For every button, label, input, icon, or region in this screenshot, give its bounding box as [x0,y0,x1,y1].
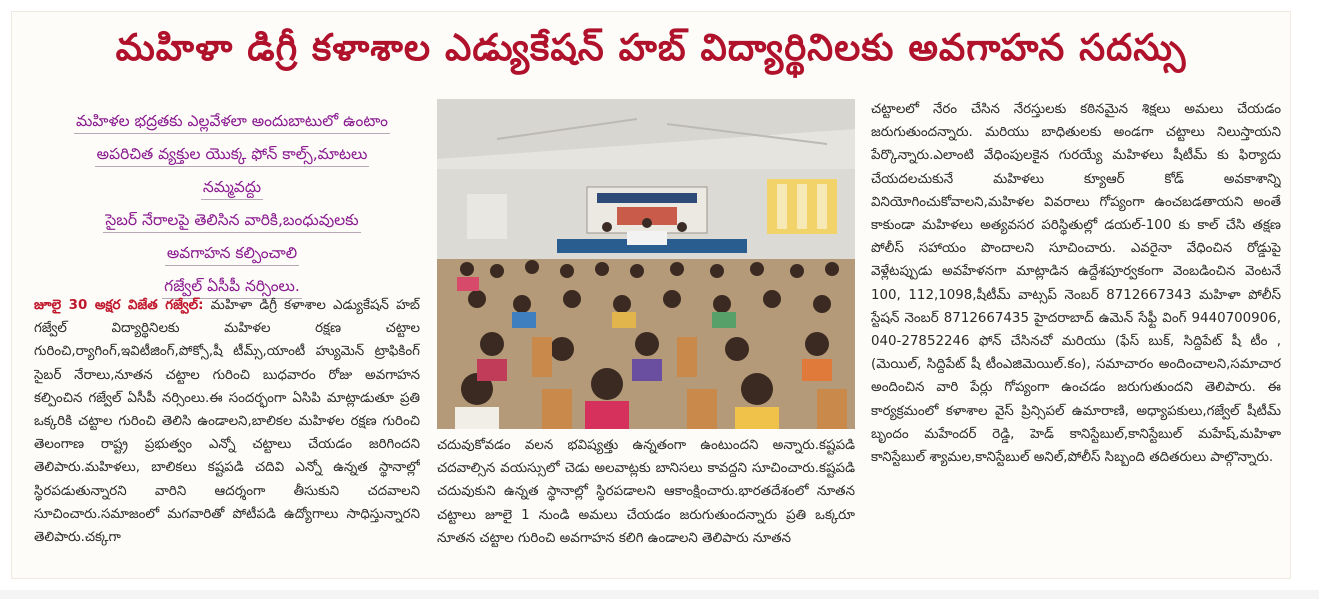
deck-line-2: అపరిచిత వ్యక్తుల యొక్క ఫోన్ కాల్స్,మాటలు [95,142,370,167]
article-column-3 [871,98,1281,576]
deck-line-1: మహిళల భద్రతకు ఎల్లవేళలా అందుబాటులో ఉంటాం [74,109,390,134]
deck-line-4: సైబర్ నేరాలపై తెలిసిన వారికి,బంధువులకు [103,208,360,233]
dateline: జూలై 30 అక్షర విజేత గజ్వేల్: [34,298,204,313]
event-photo-illustration [437,99,855,429]
column-1-text: మహిళా డిగ్రీ కళాశాల ఎడ్యుకేషన్ హబ్ గజ్వేల్ విద్యార్థినిలకు మహిళల రక్షణ చట్టాల గురించి,ర్యాగింగ్,ఇవిటీజింగ్,పోక్సో,షీ టీమ్స్,యాంటీ హ్యుమెన్ ట్రాఫికింగ్ సైబర్ నేరాలు,నూతన చట్టాల గురించి బుధవారం రోజు అవగాహన కల్పించిన గజ్వేల్ ఏసీపీ నర్సింలు.ఈ సందర్భంగా ఏసిపి మాట్లాడుతూ ప్రతి ఒక్కరికి చట్టాల గురించి తెలిసి ఉండాలని,బాలికల మహిళల రక్షణ గురించి తెలంగాణ రాష్ట్ర ప్రభుత్వం ఎన్నో చట్టాలు చేయడం జరిగిందని తెలిపారు.మహిళలు, బాలికలు కష్టపడి చదివి ఎన్నో ఉన్నత స్థానాల్లో స్థిరపడుతున్నారని వారిని ఆదర్శంగా తీసుకుని చదవాలని సూచించారు.సమాజంలో మగవారితో పోటీపడి ఉద్యోగాలు సాధిస్తున్నారని తెలిపారు.చక్కగా [34,298,420,546]
event-photo [437,99,855,429]
deck [34,106,430,304]
news-clipping [12,12,1290,578]
deck-line-3: నమ్మవద్దు [201,175,263,200]
article-column-1 [34,294,420,576]
article-column-2 [437,434,855,576]
deck-line-5: అవగాహన కల్పించాలి [165,241,299,266]
headline: మహిళా డిగ్రీ కళాశాల ఎడ్యుకేషన్ హబ్ విద్యార్థినిలకు అవగాహన సదస్సు [115,26,1187,69]
column-3-text: చట్టాలలో నేరం చేసిన నేరస్తులకు కఠినమైన శిక్షలు అమలు చేయడం జరుగుతుందన్నారు. మరియు బాధితులకు అండగా చట్టాలు నిలుస్తాయని పేర్కొన్నారు.ఎలాంటి వేధింపులకైన గురయ్యే మహిళలు షీటీమ్ కు ఫిర్యాదు చేయదలచుకునే మహిళలు క్యూఆర్ కోడ్ అవకాశాన్ని వినియోగించుకోవాలని,మహిళల వివరాలు గోప్యంగా ఉంచబడతాయని అంతే కాకుండా మహిళలు అత్యవసర పరిస్థితుల్లో డయల్-100 కు కాల్ చేసి తక్షణ పోలీస్ సహాయం పొందాలని సూచించారు. ఎవరైనా వేధించిన రోడ్డుపై వెళ్లేటప్పుడు అవహేళనగా మాట్లాడిన ఉద్దేశపూర్వకంగా వెంబడించిన వెంటనే 100, 112,1098,షీటీమ్ వాట్సప్ నెంబర్ 8712667343 మహిళా పోలీస్ స్టేషన్ నెంబర్ 8712667435 హైదరాబాద్ ఉమెన్ సేఫ్టీ వింగ్ 9440700906, 040-27852246 ఫోన్ చేసినచో మరియు (ఫేస్ బుక్, సిద్దిపేట్ షీ టీం ,(మెయిల్, సిద్దిపేట్ షీ టీంఎజిమెయిల్.కం), సమాచారం అందించాలని,సమాచార అందించిన వారి పేర్లు గోప్యంగా ఉంచడం జరుగుతుందని తెలిపారు. ఈ కార్యక్రమంలో కళాశాల వైస్ ప్రిన్సిపల్ ఉమారాణి, అధ్యాపకులు,గజ్వేల్ షీటీమ్ బృందం మహేందర్ రెడ్డి, హెడ్ కానిస్టేబుల్,కానిస్టేబుల్ మహేష్,మహిళా కానిస్టేబుల్ శ్యామల,కానిస్టేబుల్ అనిల్,పోలీస్ సిబ్బంది తదితరులు పాల్గొన్నారు. [871,102,1281,466]
deck-line-6: గజ్వేల్ ఏసీపీ నర్సింలు. [162,274,302,299]
page-bottom-strip [0,590,1319,599]
column-2-text: చదువుకోవడం వలన భవిష్యత్తు ఉన్నతంగా ఉంటుందని అన్నారు.కష్టపడి చదవాల్సిన వయస్సులో చెడు అలవాట్లకు బానిసలు కావద్దని సూచించారు.కష్టపడి చదువుకుని ఉన్నత స్థానాల్లో స్థిరపడాలని ఆకాంక్షించారు.భారతదేశంలో నూతన చట్టాలు జూలై 1 నుండి అమలు చేయడం జరుగుతుందన్నారు ప్రతి ఒక్కరూ నూతన చట్టాల గురించి అవగాహన కలిగి ఉండాలని తెలిపారు నూతన [437,438,855,546]
